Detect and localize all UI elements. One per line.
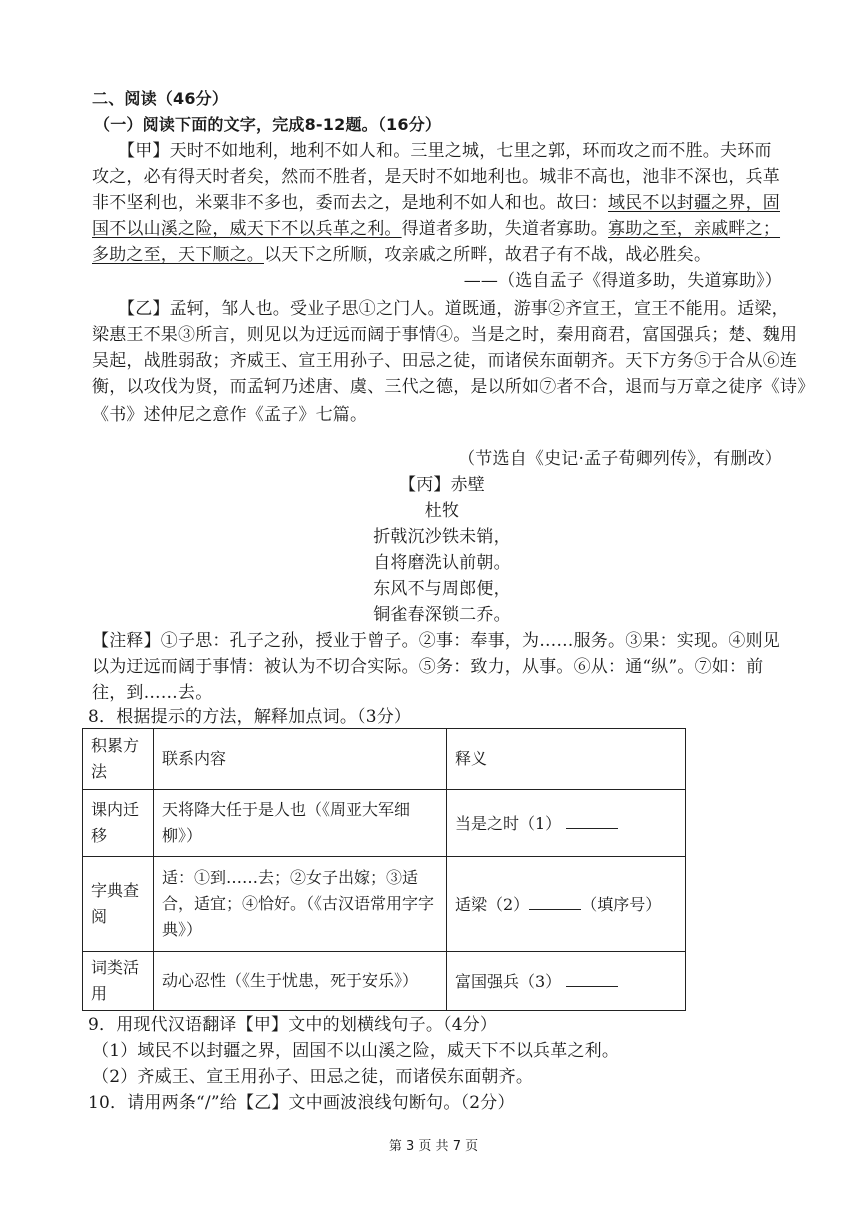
jia-line-3 [92,190,792,216]
meaning-text: 当是之时（1） [455,813,562,833]
bing-title: 【丙】赤壁 [399,475,485,495]
poem-line: 自将磨洗认前朝。 [373,553,511,573]
poem-line: 东风不与周郎便， [373,579,511,599]
meaning-text: 适梁（2） [455,894,530,914]
notes-line-2: 以为迂远而阔于事情：被认为不切合实际。⑤务：致力，从事。⑥从：通“纵”。⑦如：前 [92,657,764,677]
notes-line-1: 【注释】①子思：孔子之孙，授业于曾子。②事：奉事，为……服务。③果：实现。④则见 [92,631,780,651]
page-footer: 第 3 页 共 7 页 [388,1139,479,1154]
table-header: 联系内容 [154,729,447,790]
jia-line-5 [92,242,792,268]
poem-line: 折戟沉沙铁未销， [373,527,511,547]
bing-author: 杜牧 [424,501,460,521]
table-cell-content: 天将降大任于是人也（《周亚大军细柳》） [154,790,447,857]
meaning-text: 富国强兵（3） [455,971,562,991]
question-9-sentence-1: （1）域民不以封疆之界，固国不以山溪之险，威天下不以兵革之利。 [92,1041,620,1061]
jia-line-2: 攻之，必有得天时者矣，然而不胜者，是天时不如地利也。城非不高也，池非不深也，兵革 [92,167,780,187]
table-row [83,790,686,857]
table-cell-content: 适：①到……去；②女子出嫁；③适合，适宜；④恰好。（《古汉语常用字字典》） [154,857,447,952]
meaning-suffix: （填序号） [581,894,662,914]
section-title: 二、阅读（46分） [92,89,229,108]
yi-line-4: 衡，以攻伐为贤，而孟轲乃述唐、虞、三代之德，是以所如⑦者不合，退而与万章之徒序《诗》 [92,377,815,397]
question-9-sentence-2: （2）齐威王、宣王用孙子、田忌之徒，而诸侯东面朝齐。 [92,1067,534,1087]
table-row [83,857,686,952]
jia-underlined-sentence-a: 域民不以封疆之界，固 [608,193,780,213]
jia-source: ——（选自孟子《得道多助，失道寡助》） [463,271,782,291]
question-9-prompt: 9．用现代汉语翻译【甲】文中的划横线句子。（4分） [88,1015,498,1035]
jia-underlined-sentence-c: 寡助之至，亲戚畔之； [608,219,781,239]
table-cell-meaning [447,790,686,857]
table-cell-content: 动心忍性（《生于忧患，死于安乐》） [154,952,447,1011]
jia-line-3-text: 非不坚利也，米粟非不多也，委而去之，是地利不如人和也。故曰： [92,193,608,213]
answer-blank[interactable] [566,968,618,987]
yi-source: （节选自《史记·孟子荀卿列传》，有删改） [458,449,782,469]
table-row [83,952,686,1011]
yi-line-3: 吴起，战胜弱敌；齐威王、宣王用孙子、田忌之徒，而诸侯东面朝齐。天下方务⑤于合从⑥连 [92,351,798,371]
notes-line-3: 往，到……去。 [92,683,213,703]
table-cell-meaning [447,952,686,1011]
question-8-table [82,728,686,1011]
table-header: 积累方法 [83,729,154,790]
jia-line-4 [92,216,792,242]
yi-line-5: 《书》述仲尼之意作《孟子》七篇。 [92,405,368,425]
jia-line-1: 【甲】天时不如地利，地利不如人和。三里之城，七里之郭，环而攻之而不胜。夫环而 [118,141,772,161]
jia-line-4-text: 得道者多助，失道者寡助。 [401,219,609,239]
table-cell-method: 课内迁移 [83,790,154,857]
table-cell-method: 词类活用 [83,952,154,1011]
answer-blank[interactable] [566,810,618,829]
poem-line: 铜雀春深锁二乔。 [373,605,511,625]
table-header-row [83,729,686,790]
table-cell-method: 字典查阅 [83,857,154,952]
yi-line-2: 梁惠王不果③所言，则见以为迂远而阔于事情④。当是之时，秦用商君，富国强兵；楚、魏用 [92,325,798,345]
jia-underlined-sentence-b: 国不以山溪之险，威天下不以兵革之利。 [92,219,402,239]
jia-underlined-sentence-d: 多助之至，天下顺之。 [92,245,264,265]
jia-line-5-text: 以天下之所顺，攻亲戚之所畔，故君子有不战，战必胜矣。 [264,245,712,265]
question-8-prompt: 8．根据提示的方法，解释加点词。（3分） [88,707,412,727]
answer-blank[interactable] [529,891,581,910]
yi-line-1: 【乙】孟轲，邹人也。受业子思①之门人。道既通，游事②齐宣王，宣王不能用。适梁， [118,299,789,319]
subsection-title: （一）阅读下面的文字，完成8-12题。（16分） [94,115,442,134]
table-cell-meaning [447,857,686,952]
question-10-prompt: 10．请用两条“/”给【乙】文中画波浪线句断句。（2分） [88,1093,515,1113]
table-header: 释义 [447,729,686,790]
